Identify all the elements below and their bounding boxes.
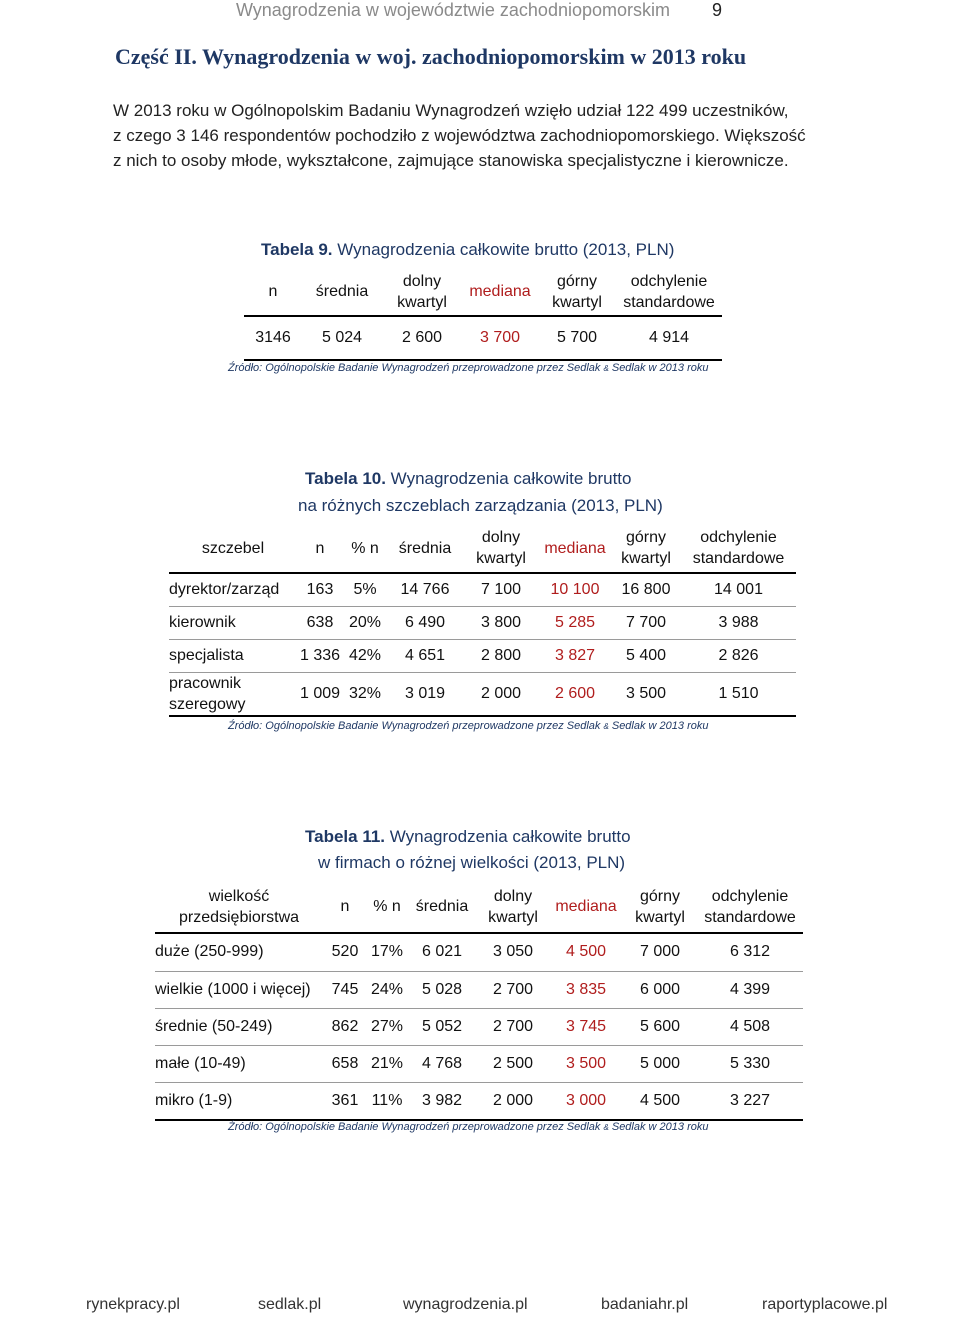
table9 <box>244 268 722 361</box>
cell-upper-quartile: 16 800 <box>621 580 671 598</box>
intro-line: z czego 3 146 respondentów pochodziło z województwa zachodniopomorskiego. Większość <box>113 126 806 145</box>
footer-link-sedlak[interactable]: sedlak.pl <box>258 1296 322 1313</box>
table9-caption <box>261 240 674 260</box>
footer-link-wynagrodzenia[interactable]: wynagrodzenia.pl <box>403 1296 528 1313</box>
cell-lower-quartile: 2 700 <box>492 980 534 998</box>
col-header-pct-n: % n <box>373 898 401 915</box>
col-header-std-dev: odchylenie standardowe <box>704 887 796 926</box>
table-row <box>155 971 803 1008</box>
table-row <box>155 1008 803 1045</box>
table10-caption-text: Wynagrodzenia całkowite brutto <box>385 469 632 488</box>
table-row <box>155 933 803 971</box>
table11-caption-line2: w firmach o różnej wielkości (2013, PLN) <box>318 853 626 872</box>
table-row <box>169 573 796 606</box>
cell-upper-quartile: 3 500 <box>625 684 667 702</box>
cell-std-dev: 5 330 <box>729 1054 771 1072</box>
cell-n: 163 <box>306 580 334 598</box>
table11-caption-text: Wynagrodzenia całkowite brutto <box>385 827 631 846</box>
col-header-std-dev: odchylenie standardowe <box>692 529 785 567</box>
cell-n: 520 <box>331 943 359 961</box>
intro-line: W 2013 roku w Ogólnopolskim Badaniu Wynagrodzeń wzięło udział 122 499 uczestników, <box>113 101 789 120</box>
cell-median: 4 500 <box>565 943 607 961</box>
table10 <box>169 524 796 717</box>
cell-mean: 4 768 <box>421 1054 463 1072</box>
cell-n: 1 336 <box>299 646 341 664</box>
cell-pct-n: 32% <box>348 684 382 702</box>
table9-caption-text: Wynagrodzenia całkowite brutto (2013, PLN) <box>332 240 675 259</box>
table10-caption-line2: na różnych szczeblach zarządzania (2013, PLN) <box>298 496 663 515</box>
footer-link-badaniahr[interactable]: badaniahr.pl <box>601 1296 689 1313</box>
cell-pct-n: 20% <box>348 613 382 631</box>
table9-source-note: Źródło: Ogólnopolskie Badanie Wynagrodzeń przeprowadzone przez Sedlak & Sedlak w 2013 roku <box>228 362 709 374</box>
cell-n: 3146 <box>255 329 291 346</box>
cell-std-dev: 14 001 <box>714 580 763 598</box>
cell-mean: 6 021 <box>421 943 463 961</box>
col-header-lower-quartile: dolny kwartyl <box>488 887 538 926</box>
cell-median: 2 600 <box>554 684 596 702</box>
cell-lower-quartile: 2 600 <box>401 329 443 346</box>
cell-lower-quartile: 7 100 <box>480 580 522 598</box>
cell-label: mikro (1-9) <box>155 1091 233 1109</box>
cell-median: 3 827 <box>554 646 596 664</box>
col-header-company-size: wielkość przedsiębiorstwa <box>178 887 300 926</box>
cell-pct-n: 24% <box>370 980 404 998</box>
col-header-upper-quartile: górny kwartyl <box>635 887 685 926</box>
col-header-n: n <box>315 539 325 557</box>
cell-label: wielkie (1000 i więcej) <box>155 980 311 998</box>
cell-mean: 4 651 <box>404 646 446 664</box>
cell-mean: 5 028 <box>421 980 463 998</box>
cell-label: duże (250-999) <box>155 943 264 961</box>
table11-source-note: Źródło: Ogólnopolskie Badanie Wynagrodzeń przeprowadzone przez Sedlak & Sedlak w 2013 roku <box>228 1121 709 1133</box>
table9-caption-label: Tabela 9. <box>261 240 333 259</box>
table11-header-row <box>155 881 803 933</box>
col-header-median: mediana <box>555 898 617 915</box>
cell-label: małe (10-49) <box>155 1054 246 1072</box>
cell-upper-quartile: 5 400 <box>625 646 667 664</box>
table10-caption <box>305 469 631 489</box>
cell-lower-quartile: 2 000 <box>492 1091 534 1109</box>
cell-n: 361 <box>331 1091 359 1109</box>
cell-upper-quartile: 4 500 <box>639 1091 681 1109</box>
cell-pct-n: 11% <box>371 1091 403 1109</box>
cell-median: 3 700 <box>479 329 521 346</box>
cell-upper-quartile: 5 000 <box>639 1054 681 1072</box>
cell-lower-quartile: 2 000 <box>480 684 522 702</box>
cell-label: średnie (50-249) <box>155 1017 273 1035</box>
cell-n: 1 009 <box>299 684 341 702</box>
col-header-mean: średnia <box>415 898 469 915</box>
cell-label: kierownik <box>169 613 236 631</box>
cell-median: 3 500 <box>565 1054 607 1072</box>
cell-mean: 6 490 <box>404 613 446 631</box>
cell-std-dev: 3 227 <box>729 1091 771 1109</box>
cell-label: dyrektor/zarząd <box>169 580 280 598</box>
cell-n: 658 <box>331 1054 359 1072</box>
col-header-lower-quartile: dolny kwartyl <box>397 272 447 311</box>
col-header-lower-quartile: dolny kwartyl <box>476 529 526 567</box>
col-header-pct-n: % n <box>351 539 379 557</box>
cell-n: 862 <box>331 1017 359 1035</box>
table-row <box>155 1082 803 1120</box>
cell-pct-n: 21% <box>370 1054 404 1072</box>
table11-caption <box>305 827 631 847</box>
cell-lower-quartile: 3 800 <box>480 613 522 631</box>
col-header-n: n <box>268 283 278 300</box>
section-title: Część II. Wynagrodzenia w woj. zachodniopomorskim w 2013 roku <box>115 44 747 69</box>
cell-lower-quartile: 2 800 <box>480 646 522 664</box>
col-header-median: mediana <box>469 283 531 300</box>
footer-link-raportyplacowe[interactable]: raportyplacowe.pl <box>762 1296 888 1313</box>
col-header-n: n <box>340 898 350 915</box>
cell-n: 745 <box>331 980 359 998</box>
table-row <box>169 639 796 672</box>
cell-mean: 5 052 <box>421 1017 463 1035</box>
cell-upper-quartile: 5 700 <box>556 329 598 346</box>
table-row <box>244 316 722 360</box>
cell-lower-quartile: 2 500 <box>492 1054 534 1072</box>
cell-pct-n: 27% <box>370 1017 404 1035</box>
cell-std-dev: 2 826 <box>718 646 759 664</box>
table10-header-row <box>169 524 796 573</box>
cell-median: 5 285 <box>554 613 596 631</box>
cell-mean: 3 019 <box>404 684 446 702</box>
page-number: 9 <box>712 0 723 20</box>
intro-line: z nich to osoby młode, wykształcone, zajmujące stanowiska specjalistyczne i kierownicze. <box>113 151 789 170</box>
col-header-upper-quartile: górny kwartyl <box>621 529 671 567</box>
cell-std-dev: 6 312 <box>729 943 771 961</box>
cell-pct-n: 42% <box>348 646 382 664</box>
cell-n: 638 <box>306 613 334 631</box>
col-header-level: szczebel <box>201 539 265 557</box>
cell-mean: 5 024 <box>321 329 363 346</box>
cell-std-dev: 4 914 <box>648 329 690 346</box>
table-row <box>155 1045 803 1082</box>
cell-mean: 3 982 <box>421 1091 463 1109</box>
intro-paragraph <box>113 98 853 173</box>
col-header-mean: średnia <box>315 283 369 300</box>
running-title: Wynagrodzenia w województwie zachodniopomorskim <box>235 0 670 20</box>
cell-label: pracownik szeregowy <box>169 674 246 713</box>
cell-median: 3 745 <box>565 1017 607 1035</box>
cell-lower-quartile: 3 050 <box>492 943 534 961</box>
cell-upper-quartile: 7 700 <box>625 613 667 631</box>
cell-pct-n: 17% <box>370 943 404 961</box>
col-header-std-dev: odchylenie standardowe <box>623 272 715 311</box>
table9-header-row <box>244 268 722 316</box>
col-header-upper-quartile: górny kwartyl <box>552 272 602 311</box>
cell-upper-quartile: 6 000 <box>639 980 681 998</box>
cell-pct-n: 5% <box>353 580 377 598</box>
cell-upper-quartile: 5 600 <box>639 1017 681 1035</box>
cell-std-dev: 4 508 <box>729 1017 771 1035</box>
table-row <box>169 672 796 716</box>
cell-std-dev: 4 399 <box>729 980 771 998</box>
cell-std-dev: 3 988 <box>718 613 759 631</box>
table-row <box>169 606 796 639</box>
cell-median: 10 100 <box>550 580 600 598</box>
footer-link-rynekpracy[interactable]: rynekpracy.pl <box>86 1296 180 1313</box>
cell-median: 3 835 <box>565 980 607 998</box>
cell-label: specjalista <box>169 646 244 664</box>
col-header-mean: średnia <box>398 539 452 557</box>
cell-upper-quartile: 7 000 <box>639 943 681 961</box>
cell-std-dev: 1 510 <box>718 684 759 702</box>
cell-lower-quartile: 2 700 <box>492 1017 534 1035</box>
page-header <box>0 0 960 26</box>
cell-median: 3 000 <box>565 1091 607 1109</box>
page-footer <box>0 1282 960 1334</box>
col-header-median: mediana <box>544 539 606 557</box>
table10-source-note: Źródło: Ogólnopolskie Badanie Wynagrodzeń przeprowadzone przez Sedlak & Sedlak w 2013 roku <box>228 720 709 732</box>
table11 <box>155 881 803 1121</box>
table11-caption-label: Tabela 11. <box>305 827 386 846</box>
cell-mean: 14 766 <box>400 580 450 598</box>
table10-caption-label: Tabela 10. <box>305 469 386 488</box>
